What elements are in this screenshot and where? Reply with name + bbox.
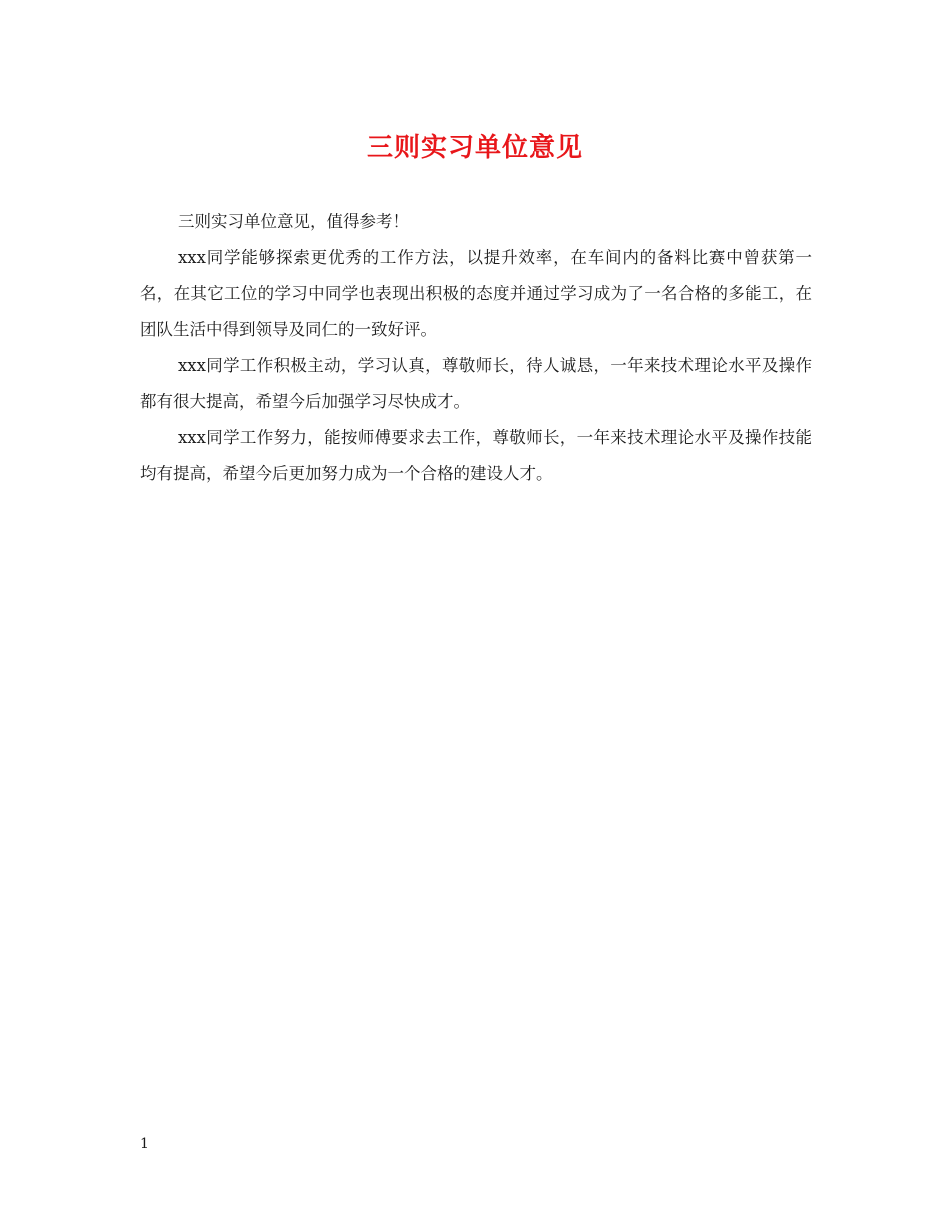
paragraph-opinion-1: xxx同学能够探索更优秀的工作方法，以提升效率，在车间内的备料比赛中曾获第一名，在其它工位的学习中同学也表现出积极的态度并通过学习成为了一名合格的多能工，在团队生活中得到领导及同仁的一致好评。: [140, 248, 812, 339]
page-number: 1: [140, 1136, 149, 1152]
paragraph-opinion-3: xxx同学工作努力，能按师傅要求去工作，尊敬师长，一年来技术理论水平及操作技能均有提高，希望今后更加努力成为一个合格的建设人才。: [140, 428, 812, 483]
document-body: [140, 204, 812, 492]
document-title: 三则实习单位意见: [366, 133, 583, 163]
paragraph-intro: 三则实习单位意见，值得参考！: [178, 212, 409, 231]
paragraph-opinion-2: xxx同学工作积极主动，学习认真，尊敬师长，待人诚恳，一年来技术理论水平及操作都有很大提高，希望今后加强学习尽快成才。: [140, 356, 812, 411]
